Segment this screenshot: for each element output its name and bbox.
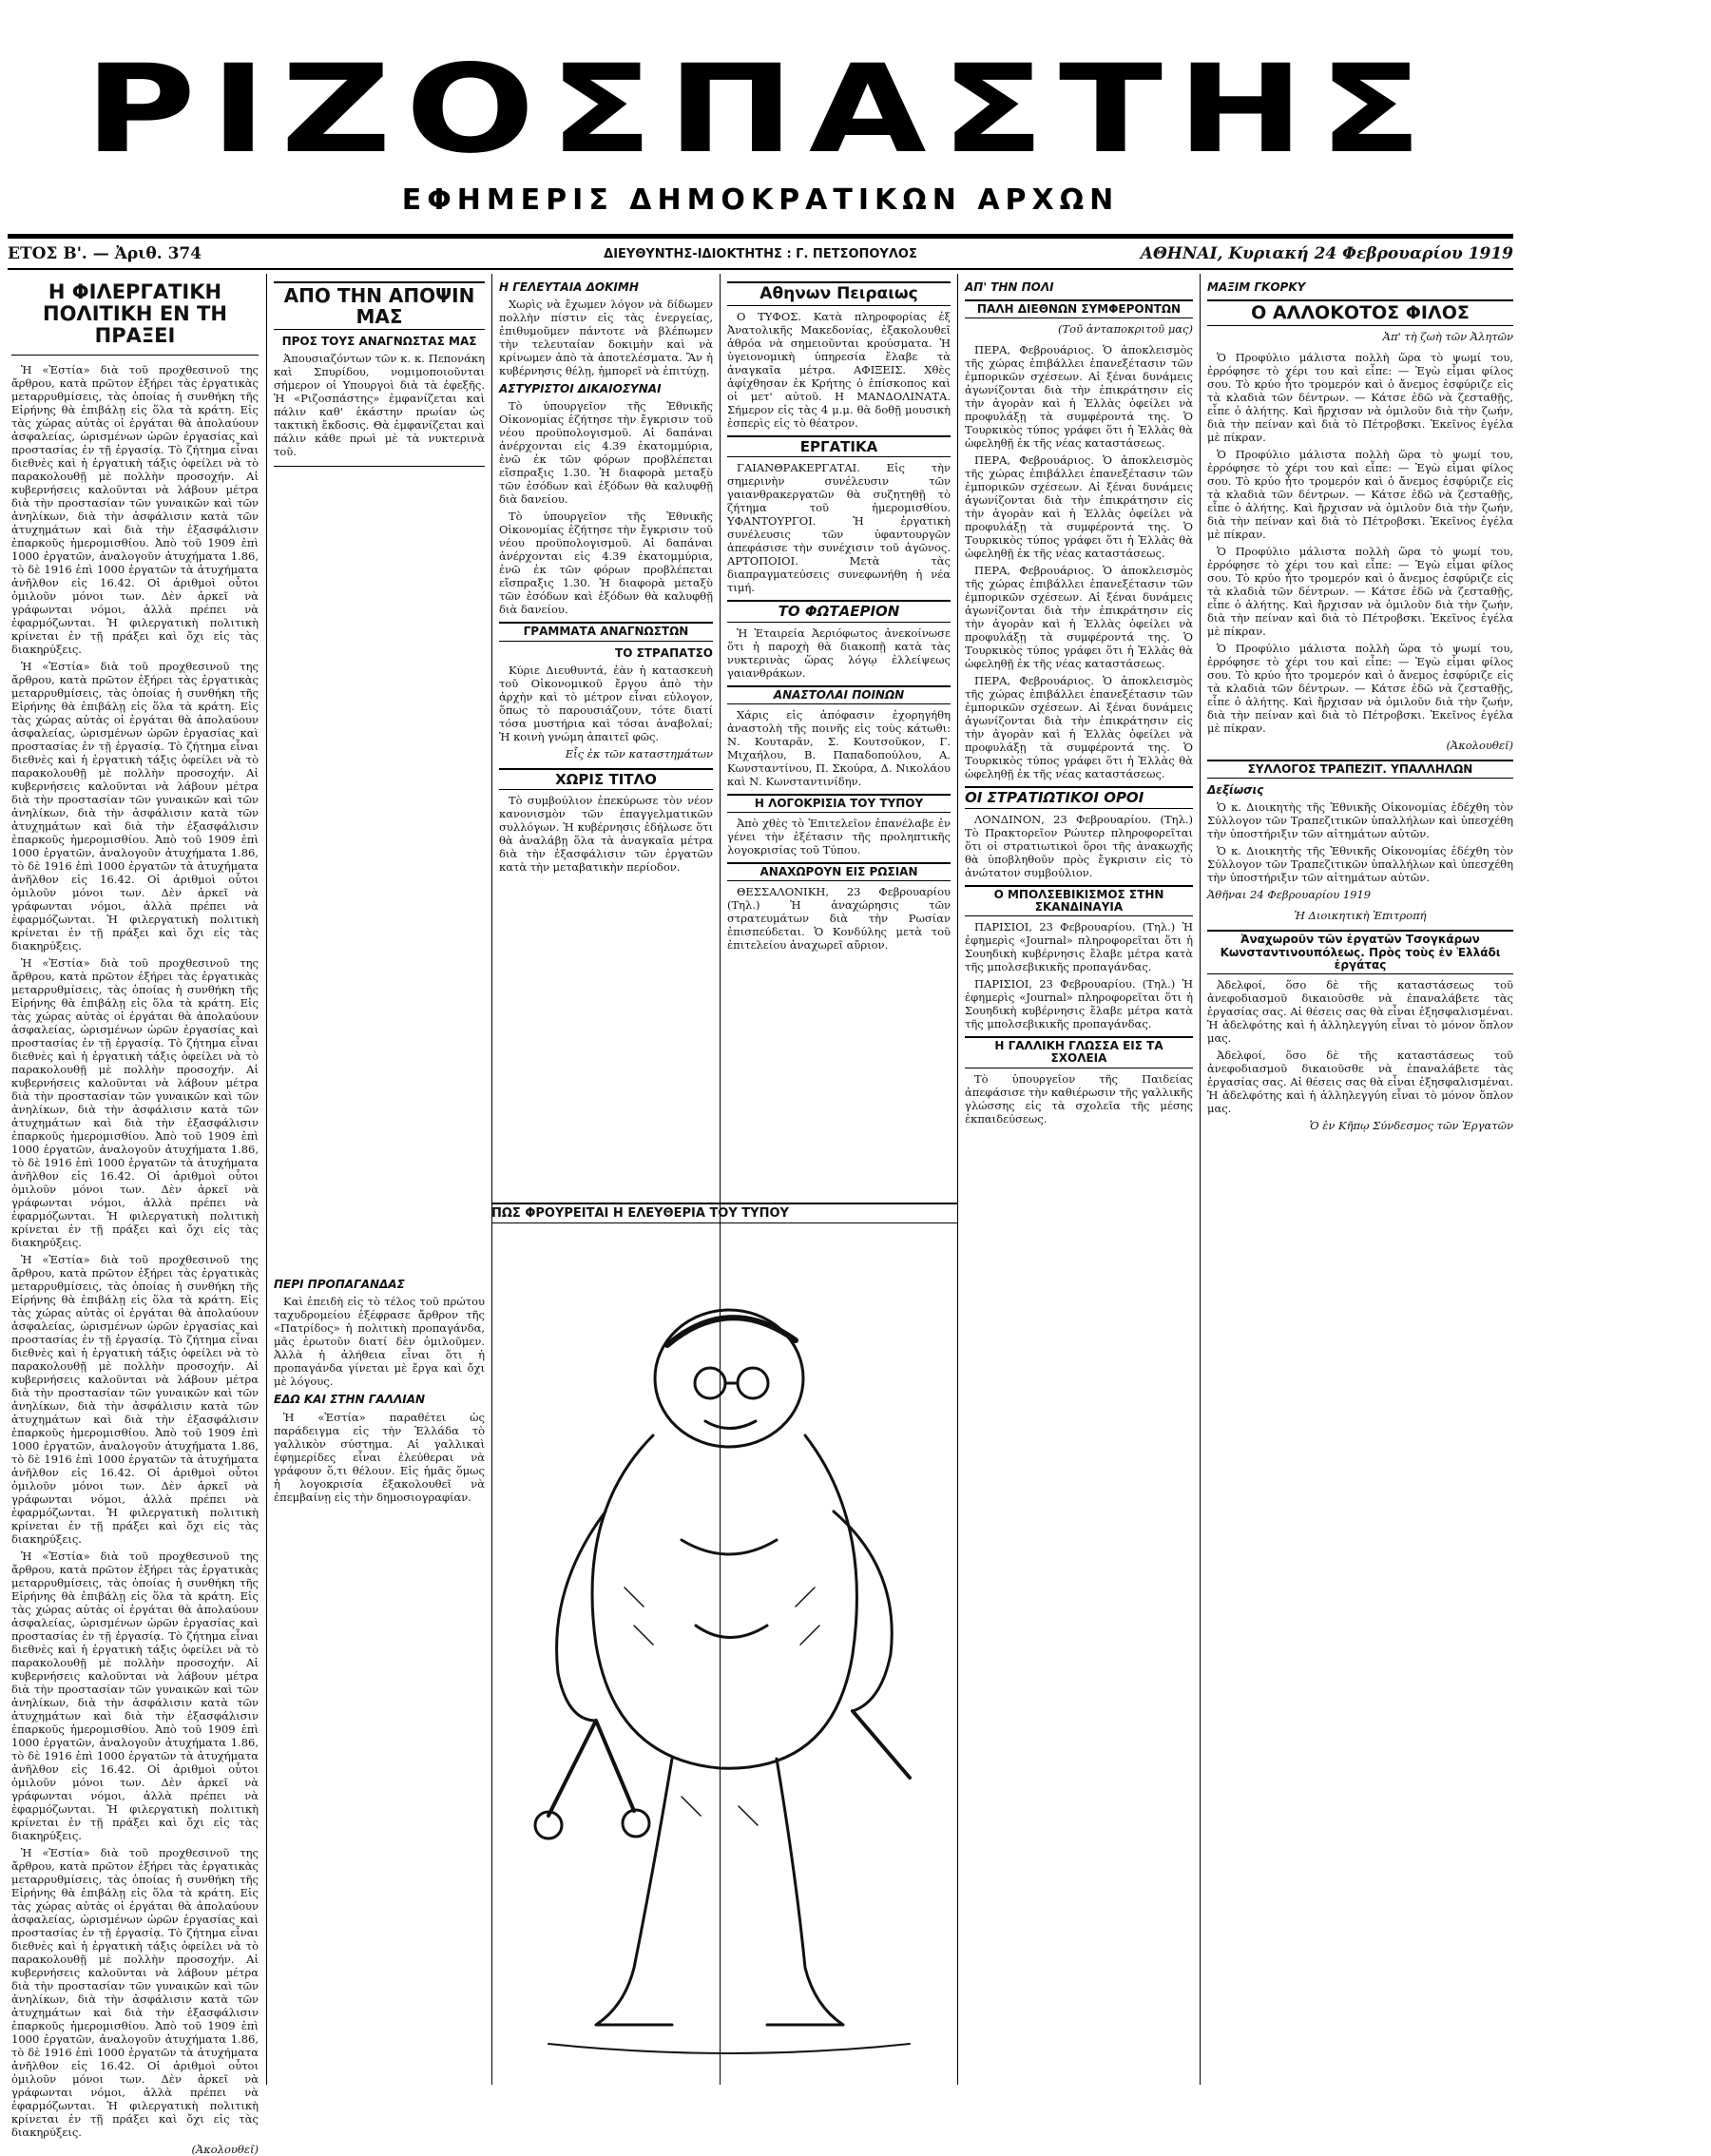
article-heading: Ο ΜΠΟΛΣΕΒΙΚΙΣΜΟΣ ΣΤΗΝ ΣΚΑΝΔΙΝΑΥΙΑ <box>965 885 1193 916</box>
article-body: ΠΑΡΙΣΙΟΙ, 23 Φεβρουαρίου. (Τηλ.) Ἡ ἐφημερὶς «Journal» πληροφορεῖται ὅτι ἡ Σουηδικὴ κυβέρνησις ἔλαβε μέτρα κατὰ τῆς μπολσεβικικῆς προπαγάνδας. <box>965 920 1193 974</box>
article-heading: ΧΩΡΙΣ ΤΙΤΛΟ <box>499 768 713 791</box>
article-body: ΛΟΝΔΙΝΟΝ, 23 Φεβρουαρίου. (Τηλ.) Τὸ Πρακτορεῖον Ρώυτερ πληροφορεῖται ὅτι οἱ στρατιωτικοὶ ὅροι τῆς ἀνακωχῆς θὰ ὑποβληθοῦν πρὸς ἔγκρισιν εἰς τὸ ἀνώτατον συμβούλιον. <box>965 812 1193 879</box>
article-heading: ΑΠΟ ΤΗΝ ΑΠΟΨΙΝ ΜΑΣ <box>274 281 485 330</box>
article-body: Ο ΤΥΦΟΣ. Κατὰ πληροφορίας ἐξ Ἀνατολικῆς Μακεδονίας, ἐξακολουθεῖ ἀθρόα νὰ σημειοῦνται κρούσματα. Ἡ ὑγειονομικὴ ὑπηρεσία ἔλαβε τὰ ἀναγκαῖα μέτρα. ΑΦΙΞΕΙΣ. Χθὲς ἀφίχθησαν ἐκ Κρήτης ὁ ἐπίσκοπος καὶ οἱ μετ' αὐτοῦ. Η ΜΑΝΔΟΛΙΝΑΤΑ. Σήμερον εἰς τὰς 4 μ.μ. θὰ δοθῇ μουσικὴ ἑσπερὶς εἰς τὸ θέατρον. <box>727 309 951 430</box>
article-body: Χωρὶς νὰ ἔχωμεν λόγον νὰ δίδωμεν πολλὴν πίστιν εἰς τὰς ἐνεργείας, ἐπιθυμοῦμεν πάντοτε νὰ βλέπωμεν τὴν τελευταίαν δοκιμὴν καὶ νὰ κρίνωμεν ἀπὸ τὰ ἀποτελέσματα. Ἂν ἡ κυβέρνησις θέλῃ, ἠμπορεῖ νὰ ἐπιτύχῃ. <box>499 298 713 378</box>
article-signature: Ἡ Διοικητικὴ Ἐπιτροπή <box>1294 909 1427 923</box>
masthead-rule-top <box>8 234 1513 239</box>
article-body: Τὸ ὑπουργεῖον τῆς Ἐθνικῆς Οἰκονομίας ἐζήτησε τὴν ἔγκρισιν τοῦ νέου προϋπολογισμοῦ. Αἱ δαπάναι ἀνέρχονται εἰς 4.39 ἑκατομμύρια, ἐνῶ ἐκ τῶν φόρων προβλέπεται εἴσπραξις 1.30. Ἡ διαφορὰ μεταξὺ τῶν ἐσόδων καὶ ἐξόδων θὰ καλυφθῇ διὰ δανείου. <box>499 399 713 507</box>
article-signature: Ὁ ἐν Κῆπῳ Σύνδεσμος τῶν Ἐργατῶν <box>1309 1119 1513 1133</box>
column-from-the-city <box>965 276 1193 2082</box>
article-body: Ἡ «Ἑστία» διὰ τοῦ προχθεσινοῦ της ἄρθρου, κατὰ πρῶτον ἐξήρει τὰς ἐργατικὰς μεταρρυθμίσεις, τὰς ὁποίας ἡ συνθήκη τῆς Εἰρήνης θὰ ἐπιβάλῃ εἰς ὅλα τὰ κράτη. Εἰς τὰς χώρας αὐτὰς οἱ ἐργάται θὰ ἀπολαύουν ἀσφαλείας, ὡρισμένων ὡρῶν ἐργασίας καὶ προστασίας ἐν τῇ ἐργασίᾳ. Τὸ ζήτημα εἶναι διεθνὲς καὶ ἡ ἐργατικὴ τάξις ὀφείλει νὰ τὸ παρακολουθῇ μὲ πολλὴν προσοχήν. Αἱ κυβερνήσεις καλοῦνται νὰ λάβουν μέτρα διὰ τὴν προστασίαν τῶν γυναικῶν καὶ τῶν ἀνηλίκων, διὰ τὴν ἀσφάλισιν κατὰ τῶν ἀτυχημάτων καὶ διὰ τὴν ἐξασφάλισιν ἐπαρκοῦς ἡμερομισθίου. Ἀπὸ τοῦ 1909 ἐπὶ 1000 ἐργατῶν, ἀναλογοῦν ἀτυχήματα 1.86, τὸ δὲ 1916 ἐπὶ 1000 ἐργατῶν τὰ ἀτυχήματα ἀνῆλθον εἰς 16.42. Οἱ ἀριθμοὶ οὗτοι ὁμιλοῦν μόνοι των. Δὲν ἀρκεῖ νὰ γράφωνται νόμοι, ἀλλὰ πρέπει νὰ ἐφαρμόζωνται. Ἡ φιλεργατικὴ πολιτικὴ κρίνεται ἐν τῇ πράξει καὶ ὄχι εἰς τὰς διακηρύξεις. <box>11 363 259 657</box>
column-athens-piraeus <box>727 276 951 1188</box>
newspaper-title: ΡΙΖΟΣΠΑΣΤΗΣ <box>84 39 1437 181</box>
director-line: ΔΙΕΥΘΥΝΤΗΣ-ΙΔΙΟΚΤΗΤΗΣ : Γ. ΠΕΤΣΟΠΟΥΛΟΣ <box>604 246 917 261</box>
article-dateline: Ἀθῆναι 24 Φεβρουαρίου 1919 <box>1207 888 1372 902</box>
article-heading: ΑΝΑΧΩΡΟΥΝ ΕΙΣ ΡΩΣΙΑΝ <box>727 862 951 881</box>
article-body: Ἡ «Ἑστία» διὰ τοῦ προχθεσινοῦ της ἄρθρου, κατὰ πρῶτον ἐξήρει τὰς ἐργατικὰς μεταρρυθμίσεις, τὰς ὁποίας ἡ συνθήκη τῆς Εἰρήνης θὰ ἐπιβάλῃ εἰς ὅλα τὰ κράτη. Εἰς τὰς χώρας αὐτὰς οἱ ἐργάται θὰ ἀπολαύουν ἀσφαλείας, ὡρισμένων ὡρῶν ἐργασίας καὶ προστασίας ἐν τῇ ἐργασίᾳ. Τὸ ζήτημα εἶναι διεθνὲς καὶ ἡ ἐργατικὴ τάξις ὀφείλει νὰ τὸ παρακολουθῇ μὲ πολλὴν προσοχήν. Αἱ κυβερνήσεις καλοῦνται νὰ λάβουν μέτρα διὰ τὴν προστασίαν τῶν γυναικῶν καὶ τῶν ἀνηλίκων, διὰ τὴν ἀσφάλισιν κατὰ τῶν ἀτυχημάτων καὶ διὰ τὴν ἐξασφάλισιν ἐπαρκοῦς ἡμερομισθίου. Ἀπὸ τοῦ 1909 ἐπὶ 1000 ἐργατῶν, ἀναλογοῦν ἀτυχήματα 1.86, τὸ δὲ 1916 ἐπὶ 1000 ἐργατῶν τὰ ἀτυχήματα ἀνῆλθον εἰς 16.42. Οἱ ἀριθμοὶ οὗτοι ὁμιλοῦν μόνοι των. Δὲν ἀρκεῖ νὰ γράφωνται νόμοι, ἀλλὰ πρέπει νὰ ἐφαρμόζωνται. Ἡ φιλεργατικὴ πολιτικὴ κρίνεται ἐν τῇ πράξει καὶ ὄχι εἰς τὰς διακηρύξεις. <box>11 660 259 953</box>
article-heading: Ο ΑΛΛΟΚΟΤΟΣ ΦΙΛΟΣ <box>1207 299 1513 326</box>
article-kicker: ΑΠ' ΤΗΝ ΠΟΛΙ <box>965 280 1054 294</box>
column-rule <box>957 274 958 2085</box>
article-subheading: ΤΟ ΣΤΡΑΠΑΤΣΟ <box>615 645 713 660</box>
article-body: Κύριε Διευθυντά, ἐὰν ἡ κατασκευὴ τοῦ Οἰκονομικοῦ ἔργου ἀπὸ τὴν ἀρχὴν καὶ τὸ μέτρον εἶναι εὐλογον, ὅπως τὸ παρουσιάζουν, τότε διατί τόσα μυστήρια καὶ τόσαι ἀναβολαί; Ἡ κοινὴ γνώμη ἀπαιτεῖ φῶς. <box>499 663 713 743</box>
article-body: ΠΕΡΑ, Φεβρουάριος. Ὁ ἀποκλεισμὸς τῆς χώρας ἐπιβάλλει ἐπανεξέτασιν τῶν ἐμπορικῶν σχέσεων. Αἱ ξέναι δυνάμεις ἀγωνίζονται διὰ τὴν ἐπικράτησιν εἰς τὴν ἀγορὰν καὶ ἡ Ἑλλὰς ὀφείλει νὰ προφυλάξῃ τὰ συμφέροντά της. Ὁ Τουρκικὸς τύπος γράφει ὅτι ἡ Ἑλλὰς θὰ ὠφεληθῇ ἐκ τῆς νέας καταστάσεως. <box>965 343 1193 451</box>
column-rule <box>1200 274 1201 2085</box>
article-signature: (Ἀκολουθεῖ) <box>191 2143 259 2156</box>
article-heading: ΑΣΤΥΡΙΣΤΟΙ ΔΙΚΑΙΟΣΥΝΑΙ <box>499 382 662 396</box>
article-body: ΠΑΡΙΣΙΟΙ, 23 Φεβρουαρίου. (Τηλ.) Ἡ ἐφημερὶς «Journal» πληροφορεῖται ὅτι ἡ Σουηδικὴ κυβέρνησις ἔλαβε μέτρα κατὰ τῆς μπολσεβικικῆς προπαγάνδας. <box>965 977 1193 1031</box>
article-body: Ἡ «Ἑστία» διὰ τοῦ προχθεσινοῦ της ἄρθρου, κατὰ πρῶτον ἐξήρει τὰς ἐργατικὰς μεταρρυθμίσεις, τὰς ὁποίας ἡ συνθήκη τῆς Εἰρήνης θὰ ἐπιβάλῃ εἰς ὅλα τὰ κράτη. Εἰς τὰς χώρας αὐτὰς οἱ ἐργάται θὰ ἀπολαύουν ἀσφαλείας, ὡρισμένων ὡρῶν ἐργασίας καὶ προστασίας ἐν τῇ ἐργασίᾳ. Τὸ ζήτημα εἶναι διεθνὲς καὶ ἡ ἐργατικὴ τάξις ὀφείλει νὰ τὸ παρακολουθῇ μὲ πολλὴν προσοχήν. Αἱ κυβερνήσεις καλοῦνται νὰ λάβουν μέτρα διὰ τὴν προστασίαν τῶν γυναικῶν καὶ τῶν ἀνηλίκων, διὰ τὴν ἀσφάλισιν κατὰ τῶν ἀτυχημάτων καὶ διὰ τὴν ἐξασφάλισιν ἐπαρκοῦς ἡμερομισθίου. Ἀπὸ τοῦ 1909 ἐπὶ 1000 ἐργατῶν, ἀναλογοῦν ἀτυχήματα 1.86, τὸ δὲ 1916 ἐπὶ 1000 ἐργατῶν τὰ ἀτυχήματα ἀνῆλθον εἰς 16.42. Οἱ ἀριθμοὶ οὗτοι ὁμιλοῦν μόνοι των. Δὲν ἀρκεῖ νὰ γράφωνται νόμοι, ἀλλὰ πρέπει νὰ ἐφαρμόζωνται. Ἡ φιλεργατικὴ πολιτικὴ κρίνεται ἐν τῇ πράξει καὶ ὄχι εἰς τὰς διακηρύξεις. <box>11 1550 259 1843</box>
article-body: Ὁ Προφύλιο μάλιστα πολλὴ ὥρα τὸ ψωμί του, ἐρρόφησε τὸ χέρι του καὶ εἶπε: — Ἐγὼ εἶμαι φίλος σου. Τὸ κρύο ἦτο τρομερόν καὶ ὁ ἄνεμος ἐσφύριζε εἰς τὰ κλαδιὰ τῶν δέντρων. — Κάτσε ἐδῶ νὰ ζεσταθῇς, εἶπε ὁ ἀλήτης. Καὶ ἤρχισαν νὰ ὁμιλοῦν διὰ τὴν ζωήν, διὰ τὴν πείναν καὶ διὰ τὸ Πέτροβσκι. Ἐκεῖνος ἐγέλα μὲ πίκραν. <box>1207 448 1513 542</box>
article-heading: Ἀναχωροῦν τῶν ἐργατῶν Τσογκάρων Κωνσταντινουπόλεως. Πρὸς τοὺς ἐν Ἑλλάδι ἐργάτας <box>1207 930 1513 974</box>
article-heading: ΓΡΑΜΜΑΤΑ ΑΝΑΓΝΩΣΤΩΝ <box>499 622 713 641</box>
article-signature: (Ἀκολουθεῖ) <box>1446 739 1513 753</box>
column-strange-friend <box>1207 276 1513 2082</box>
divider <box>274 466 485 467</box>
dateline: ΑΘΗΝΑΙ, Κυριακή 24 Φεβρουαρίου 1919 <box>1140 244 1513 263</box>
article-heading: ΠΑΛΗ ΔΙΕΘΝΩΝ ΣΥΜΦΕΡΟΝΤΩΝ <box>965 299 1193 318</box>
article-body: Ὁ Προφύλιο μάλιστα πολλὴ ὥρα τὸ ψωμί του, ἐρρόφησε τὸ χέρι του καὶ εἶπε: — Ἐγὼ εἶμαι φίλος σου. Τὸ κρύο ἦτο τρομερόν καὶ ὁ ἄνεμος ἐσφύριζε εἰς τὰ κλαδιὰ τῶν δέντρων. — Κάτσε ἐδῶ νὰ ζεσταθῇς, εἶπε ὁ ἀλήτης. Καὶ ἤρχισαν νὰ ὁμιλοῦν διὰ τὴν ζωήν, διὰ τὴν πείναν καὶ διὰ τὸ Πέτροβσκι. Ἐκεῖνος ἐγέλα μὲ πίκραν. <box>1207 545 1513 639</box>
article-heading: ΤΟ ΦΩΤΑΕΡΙΟΝ <box>727 600 951 623</box>
article-body: ΠΕΡΑ, Φεβρουάριος. Ὁ ἀποκλεισμὸς τῆς χώρας ἐπιβάλλει ἐπανεξέτασιν τῶν ἐμπορικῶν σχέσεων. Αἱ ξέναι δυνάμεις ἀγωνίζονται διὰ τὴν ἐπικράτησιν εἰς τὴν ἀγορὰν καὶ ἡ Ἑλλὰς ὀφείλει νὰ προφυλάξῃ τὰ συμφέροντά της. Ὁ Τουρκικὸς τύπος γράφει ὅτι ἡ Ἑλλὰς θὰ ὠφεληθῇ ἐκ τῆς νέας καταστάσεως. <box>965 674 1193 781</box>
article-body: Ἡ «Ἑστία» διὰ τοῦ προχθεσινοῦ της ἄρθρου, κατὰ πρῶτον ἐξήρει τὰς ἐργατικὰς μεταρρυθμίσεις, τὰς ὁποίας ἡ συνθήκη τῆς Εἰρήνης θὰ ἐπιβάλῃ εἰς ὅλα τὰ κράτη. Εἰς τὰς χώρας αὐτὰς οἱ ἐργάται θὰ ἀπολαύουν ἀσφαλείας, ὡρισμένων ὡρῶν ἐργασίας καὶ προστασίας ἐν τῇ ἐργασίᾳ. Τὸ ζήτημα εἶναι διεθνὲς καὶ ἡ ἐργατικὴ τάξις ὀφείλει νὰ τὸ παρακολουθῇ μὲ πολλὴν προσοχήν. Αἱ κυβερνήσεις καλοῦνται νὰ λάβουν μέτρα διὰ τὴν προστασίαν τῶν γυναικῶν καὶ τῶν ἀνηλίκων, διὰ τὴν ἀσφάλισιν κατὰ τῶν ἀτυχημάτων καὶ διὰ τὴν ἐξασφάλισιν ἐπαρκοῦς ἡμερομισθίου. Ἀπὸ τοῦ 1909 ἐπὶ 1000 ἐργατῶν, ἀναλογοῦν ἀτυχήματα 1.86, τὸ δὲ 1916 ἐπὶ 1000 ἐργατῶν τὰ ἀτυχήματα ἀνῆλθον εἰς 16.42. Οἱ ἀριθμοὶ οὗτοι ὁμιλοῦν μόνοι των. Δὲν ἀρκεῖ νὰ γράφωνται νόμοι, ἀλλὰ πρέπει νὰ ἐφαρμόζωνται. Ἡ φιλεργατικὴ πολιτικὴ κρίνεται ἐν τῇ πράξει καὶ ὄχι εἰς τὰς διακηρύξεις. <box>11 956 259 1250</box>
article-body: Ἀδελφοί, ὅσο δὲ τῆς καταστάσεως τοῦ ἀνεφοδιασμοῦ δικαιοῦσθε νὰ ἐπαναλάβετε τὰς ἐργασίας σας. Αἱ θέσεις σας θὰ εἶναι ἐξησφαλισμέναι. Ἡ ἀδελφότης καὶ ἡ ἀλληλεγγύη εἶναι τὸ μόνον ὅπλον μας. <box>1207 978 1513 1046</box>
article-body: Ἀπουσιαζόντων τῶν κ. κ. Πεπονάκη καὶ Σπυρίδου, νομιμοποιοῦνται σήμερον οἱ Υπουργοὶ διὰ τὰ ἐφεξῆς. Ἡ «Ριζοσπάστης» ἐμφανίζεται καὶ πάλιν καθ' ἑκάστην πρωίαν ὡς τακτικὴ ἔκδοσις. Θὰ ἐμφανίζεται καὶ πάλιν κάθε πρωὶ μὲ τὰ νυκτερινὰ τοῦ. <box>274 352 485 459</box>
article-body: ΠΕΡΑ, Φεβρουάριος. Ὁ ἀποκλεισμὸς τῆς χώρας ἐπιβάλλει ἐπανεξέτασιν τῶν ἐμπορικῶν σχέσεων. Αἱ ξέναι δυνάμεις ἀγωνίζονται διὰ τὴν ἐπικράτησιν εἰς τὴν ἀγορὰν καὶ ἡ Ἑλλὰς ὀφείλει νὰ προφυλάξῃ τὰ συμφέροντά της. Ὁ Τουρκικὸς τύπος γράφει ὅτι ἡ Ἑλλὰς θὰ ὠφεληθῇ ἐκ τῆς νέας καταστάσεως. <box>965 564 1193 671</box>
article-body: Ὁ κ. Διοικητὴς τῆς Ἐθνικῆς Οἰκονομίας ἐδέχθη τὸν Σύλλογον τῶν Τραπεζιτικῶν ὑπαλλήλων καὶ ὑπεσχέθη τὴν ὑποστήριξιν τῶν αἰτημάτων αὐτῶν. <box>1207 844 1513 885</box>
cartoon-heading: ΠΩΣ ΦΡΟΥΡΕΙΤΑΙ Η ΕΛΕΥΘΕΡΙΑ ΤΟΥ ΤΥΠΟΥ <box>491 1203 957 1223</box>
cartoon-illustration <box>491 1226 957 2082</box>
article-body: Ἀδελφοί, ὅσο δὲ τῆς καταστάσεως τοῦ ἀνεφοδιασμοῦ δικαιοῦσθε νὰ ἐπαναλάβετε τὰς ἐργασίας σας. Αἱ θέσεις σας θὰ εἶναι ἐξησφαλισμέναι. Ἡ ἀδελφότης καὶ ἡ ἀλληλεγγύη εἶναι τὸ μόνον ὅπλον μας. <box>1207 1049 1513 1116</box>
article-body: Ὁ Προφύλιο μάλιστα πολλὴ ὥρα τὸ ψωμί του, ἐρρόφησε τὸ χέρι του καὶ εἶπε: — Ἐγὼ εἶμαι φίλος σου. Τὸ κρύο ἦτο τρομερόν καὶ ὁ ἄνεμος ἐσφύριζε εἰς τὰ κλαδιὰ τῶν δέντρων. — Κάτσε ἐδῶ νὰ ζεσταθῇς, εἶπε ὁ ἀλήτης. Καὶ ἤρχισαν νὰ ὁμιλοῦν διὰ τὴν ζωήν, διὰ τὴν πείναν καὶ διὰ τὸ Πέτροβσκι. Ἐκεῖνος ἐγέλα μὲ πίκραν. <box>1207 351 1513 445</box>
article-body: ΠΕΡΑ, Φεβρουάριος. Ὁ ἀποκλεισμὸς τῆς χώρας ἐπιβάλλει ἐπανεξέτασιν τῶν ἐμπορικῶν σχέσεων. Αἱ ξέναι δυνάμεις ἀγωνίζονται διὰ τὴν ἐπικράτησιν εἰς τὴν ἀγορὰν καὶ ἡ Ἑλλὰς ὀφείλει νὰ προφυλάξῃ τὰ συμφέροντά της. Ὁ Τουρκικὸς τύπος γράφει ὅτι ἡ Ἑλλὰς θὰ ὠφεληθῇ ἐκ τῆς νέας καταστάσεως. <box>965 453 1193 561</box>
article-body: Τὸ ὑπουργεῖον τῆς Παιδείας ἀπεφάσισε τὴν καθιέρωσιν τῆς γαλλικῆς γλώσσης εἰς τὰ σχολεῖα τῆς μέσης ἐκπαιδεύσεως. <box>965 1071 1193 1126</box>
column-rule <box>266 274 267 2085</box>
column-our-view <box>274 276 485 2082</box>
issue-info-bar <box>8 241 1513 266</box>
article-heading: ΑΝΑΣΤΟΛΑΙ ΠΟΙΝΩΝ <box>727 685 951 704</box>
article-kicker: ΜΑΞΙΜ ΓΚΟΡΚΥ <box>1207 280 1306 294</box>
newspaper-subtitle: ΕΦΗΜΕΡΙΣ ΔΗΜΟΚΡΑΤΙΚΩΝ ΑΡΧΩΝ <box>401 183 1120 217</box>
article-body: Τὸ ὑπουργεῖον τῆς Ἐθνικῆς Οἰκονομίας ἐζήτησε τὴν ἔγκρισιν τοῦ νέου προϋπολογισμοῦ. Αἱ δαπάναι ἀνέρχονται εἰς 4.39 ἑκατομμύρια, ἐνῶ ἐκ τῶν φόρων προβλέπεται εἴσπραξις 1.30. Ἡ διαφορὰ μεταξὺ τῶν ἐσόδων καὶ ἐξόδων θὰ καλυφθῇ διὰ δανείου. <box>499 510 713 617</box>
masthead <box>0 0 1521 242</box>
article-heading: ΟΙ ΣΤΡΑΤΙΩΤΙΚΟΙ ΟΡΟΙ <box>965 786 1193 809</box>
blank-space <box>274 474 485 1273</box>
article-body: ΓΑΙΑΝΘΡΑΚΕΡΓΑΤΑΙ. Εἰς τὴν σημερινὴν συνέλευσιν τῶν γαιανθρακεργατῶν θὰ συζητηθῇ τὸ ζήτημα τοῦ ἡμερομισθίου. ΥΦΑΝΤΟΥΡΓΟΙ. Ἡ ἐργατικὴ συνέλευσις τῶν ὑφαντουργῶν ἀπεφάσισε τὴν συνέχισιν τοῦ ἀγῶνος. ΑΡΤΟΠΟΙΟΙ. Μετὰ τὰς διαπραγματεύσεις συνεφωνήθη ἡ νέα τιμή. <box>727 461 951 595</box>
article-subheading: Δεξίωσις <box>1207 783 1264 798</box>
article-heading: ΠΕΡΙ ΠΡΟΠΑΓΑΝΔΑΣ <box>274 1278 405 1292</box>
article-byline: Ἀπ' τὴ ζωὴ τῶν Ἀλητῶν <box>1382 330 1513 344</box>
article-body: ΘΕΣΣΑΛΟΝΙΚΗ, 23 Φεβρουαρίου (Τηλ.) Ἡ ἀναχώρησις τῶν στρατευμάτων διὰ τὴν Ρωσίαν ἐπισπεύδεται. Ὁ Κονδύλης μετὰ τοῦ ἐπιτελείου ἀναχωρεῖ αὔριον. <box>727 885 951 953</box>
article-body: Χάρις εἰς ἀπόφασιν ἐχορηγήθη ἀναστολὴ τῆς ποινῆς εἰς τοὺς κάτωθι: Ν. Κουταρᾶν, Σ. Κουτσοῦκον, Γ. Μιχαήλου, Β. Παπαδοπούλου, Α. Κωνσταντίνου, Π. Σκούρα, Δ. Νικολάου καὶ Ν. Κωνσταντινίδην. <box>727 707 951 788</box>
article-signature: Εἷς ἐκ τῶν καταστημάτων <box>565 746 713 760</box>
column-labor-policy <box>11 276 259 2156</box>
article-body: Ἡ Ἑταιρεία Ἀεριόφωτος ἀνεκοίνωσε ὅτι ἡ παροχὴ θὰ διακοπῇ κατὰ τὰς νυκτερινὰς ὥρας λόγῳ ἐλλείψεως γαιανθράκων. <box>727 626 951 680</box>
article-body: Ὁ κ. Διοικητὴς τῆς Ἐθνικῆς Οἰκονομίας ἐδέχθη τὸν Σύλλογον τῶν Τραπεζιτικῶν ὑπαλλήλων καὶ ὑπεσχέθη τὴν ὑποστήριξιν τῶν αἰτημάτων αὐτῶν. <box>1207 800 1513 841</box>
article-heading: ΕΡΓΑΤΙΚΑ <box>727 435 951 458</box>
article-subheading: ΠΡΟΣ ΤΟΥΣ ΑΝΑΓΝΩΣΤΑΣ ΜΑΣ <box>281 335 477 348</box>
article-heading: ΣΥΛΛΟΓΟΣ ΤΡΑΠΕΖΙΤ. ΥΠΑΛΛΗΛΩΝ <box>1207 760 1513 779</box>
article-heading: Αθηνων Πειραιως <box>727 281 951 306</box>
article-heading: ΕΔΩ ΚΑΙ ΣΤΗΝ ΓΑΛΛΙΑΝ <box>274 1393 426 1407</box>
article-body: Ὁ Προφύλιο μάλιστα πολλὴ ὥρα τὸ ψωμί του, ἐρρόφησε τὸ χέρι του καὶ εἶπε: — Ἐγὼ εἶμαι φίλος σου. Τὸ κρύο ἦτο τρομερόν καὶ ὁ ἄνεμος ἐσφύριζε εἰς τὰ κλαδιὰ τῶν δέντρων. — Κάτσε ἐδῶ νὰ ζεσταθῇς, εἶπε ὁ ἀλήτης. Καὶ ἤρχισαν νὰ ὁμιλοῦν διὰ τὴν ζωήν, διὰ τὴν πείναν καὶ διὰ τὸ Πέτροβσκι. Ἐκεῖνος ἐγέλα μὲ πίκραν. <box>1207 642 1513 736</box>
issue-number: ΕΤΟΣ Β'. — Ἀριθ. 374 <box>8 244 202 263</box>
divider <box>11 355 259 356</box>
masthead-rule-bottom <box>8 268 1513 270</box>
article-body: Τὸ συμβούλιον ἐπεκύρωσε τὸν νέον κανονισμὸν τῶν ἐπαγγελματικῶν συλλόγων. Ἡ κυβέρνησις ἐδήλωσε ὅτι θὰ ἀναλάβῃ ὅλα τὰ ἀναγκαῖα μέτρα διὰ τὴν ἐξασφάλισιν τῶν ἐργατῶν κατὰ τὴν μεταβατικὴν περίοδον. <box>499 794 713 875</box>
article-heading: Η ΦΙΛΕΡΓΑΤΙΚΗ ΠΟΛΙΤΙΚΗ ΕΝ ΤΗ ΠΡΑΞΕΙ <box>43 280 227 348</box>
article-body: Ἡ «Ἑστία» παραθέτει ὡς παράδειγμα εἰς τὴν Ἑλλάδα τὸ γαλλικὸν σύστημα. Αἱ γαλλικαὶ ἐφημερίδες εἶναι ἐλεύθεραι νὰ γράφουν ὅ,τι θέλουν. Εἰς ἡμᾶς ὅμως ἡ λογοκρισία ἐξακολουθεῖ νὰ ἐπεμβαίνῃ εἰς τὴν δημοσιογραφίαν. <box>274 1410 485 1504</box>
article-body: Καὶ ἐπειδὴ εἰς τὸ τέλος τοῦ πρώτου ταχυδρομείου ἐξέφρασε ἄρθρον τῆς «Πατρίδος» ἡ πολιτικὴ προπαγάνδα, μᾶς ἐρωτοῦν διατί δὲν ὁμιλοῦμεν. Ἀλλὰ ἡ ἀλήθεια εἶναι ὅτι ἡ προπαγάνδα γίνεται μὲ ἔργα καὶ ὄχι μὲ λόγους. <box>274 1295 485 1389</box>
article-byline: (Τοῦ ἀνταποκριτοῦ μας) <box>1057 322 1193 337</box>
article-heading: Η ΓΑΛΛΙΚΗ ΓΛΩΣΣΑ ΕΙΣ ΤΑ ΣΧΟΛΕΙΑ <box>965 1036 1193 1068</box>
article-body: Ἡ «Ἑστία» διὰ τοῦ προχθεσινοῦ της ἄρθρου, κατὰ πρῶτον ἐξήρει τὰς ἐργατικὰς μεταρρυθμίσεις, τὰς ὁποίας ἡ συνθήκη τῆς Εἰρήνης θὰ ἐπιβάλῃ εἰς ὅλα τὰ κράτη. Εἰς τὰς χώρας αὐτὰς οἱ ἐργάται θὰ ἀπολαύουν ἀσφαλείας, ὡρισμένων ὡρῶν ἐργασίας καὶ προστασίας ἐν τῇ ἐργασίᾳ. Τὸ ζήτημα εἶναι διεθνὲς καὶ ἡ ἐργατικὴ τάξις ὀφείλει νὰ τὸ παρακολουθῇ μὲ πολλὴν προσοχήν. Αἱ κυβερνήσεις καλοῦνται νὰ λάβουν μέτρα διὰ τὴν προστασίαν τῶν γυναικῶν καὶ τῶν ἀνηλίκων, διὰ τὴν ἀσφάλισιν κατὰ τῶν ἀτυχημάτων καὶ διὰ τὴν ἐξασφάλισιν ἐπαρκοῦς ἡμερομισθίου. Ἀπὸ τοῦ 1909 ἐπὶ 1000 ἐργατῶν, ἀναλογοῦν ἀτυχήματα 1.86, τὸ δὲ 1916 ἐπὶ 1000 ἐργατῶν τὰ ἀτυχήματα ἀνῆλθον εἰς 16.42. Οἱ ἀριθμοὶ οὗτοι ὁμιλοῦν μόνοι των. Δὲν ἀρκεῖ νὰ γράφωνται νόμοι, ἀλλὰ πρέπει νὰ ἐφαρμόζωνται. Ἡ φιλεργατικὴ πολιτικὴ κρίνεται ἐν τῇ πράξει καὶ ὄχι εἰς τὰς διακηρύξεις. <box>11 1253 259 1547</box>
article-body: Ἡ «Ἑστία» διὰ τοῦ προχθεσινοῦ της ἄρθρου, κατὰ πρῶτον ἐξήρει τὰς ἐργατικὰς μεταρρυθμίσεις, τὰς ὁποίας ἡ συνθήκη τῆς Εἰρήνης θὰ ἐπιβάλῃ εἰς ὅλα τὰ κράτη. Εἰς τὰς χώρας αὐτὰς οἱ ἐργάται θὰ ἀπολαύουν ἀσφαλείας, ὡρισμένων ὡρῶν ἐργασίας καὶ προστασίας ἐν τῇ ἐργασίᾳ. Τὸ ζήτημα εἶναι διεθνὲς καὶ ἡ ἐργατικὴ τάξις ὀφείλει νὰ τὸ παρακολουθῇ μὲ πολλὴν προσοχήν. Αἱ κυβερνήσεις καλοῦνται νὰ λάβουν μέτρα διὰ τὴν προστασίαν τῶν γυναικῶν καὶ τῶν ἀνηλίκων, διὰ τὴν ἀσφάλισιν κατὰ τῶν ἀτυχημάτων καὶ διὰ τὴν ἐξασφάλισιν ἐπαρκοῦς ἡμερομισθίου. Ἀπὸ τοῦ 1909 ἐπὶ 1000 ἐργατῶν, ἀναλογοῦν ἀτυχήματα 1.86, τὸ δὲ 1916 ἐπὶ 1000 ἐργατῶν τὰ ἀτυχήματα ἀνῆλθον εἰς 16.42. Οἱ ἀριθμοὶ οὗτοι ὁμιλοῦν μόνοι των. Δὲν ἀρκεῖ νὰ γράφωνται νόμοι, ἀλλὰ πρέπει νὰ ἐφαρμόζωνται. Ἡ φιλεργατικὴ πολιτικὴ κρίνεται ἐν τῇ πράξει καὶ ὄχι εἰς τὰς διακηρύξεις. <box>11 1846 259 2140</box>
article-heading: Η ΓΕΛΕΥΤΑΙΑ ΔΟΚΙΜΗ <box>499 280 639 294</box>
article-body: Ἀπὸ χθὲς τὸ Ἐπιτελεῖον ἐπανέλαβε ἐν γένει τὴν ἐξέτασιν τῆς προληπτικῆς λογοκρισίας τοῦ Τύπου. <box>727 817 951 857</box>
article-heading: Η ΛΟΓΟΚΡΙΣΙΑ ΤΟΥ ΤΥΠΟΥ <box>727 794 951 813</box>
